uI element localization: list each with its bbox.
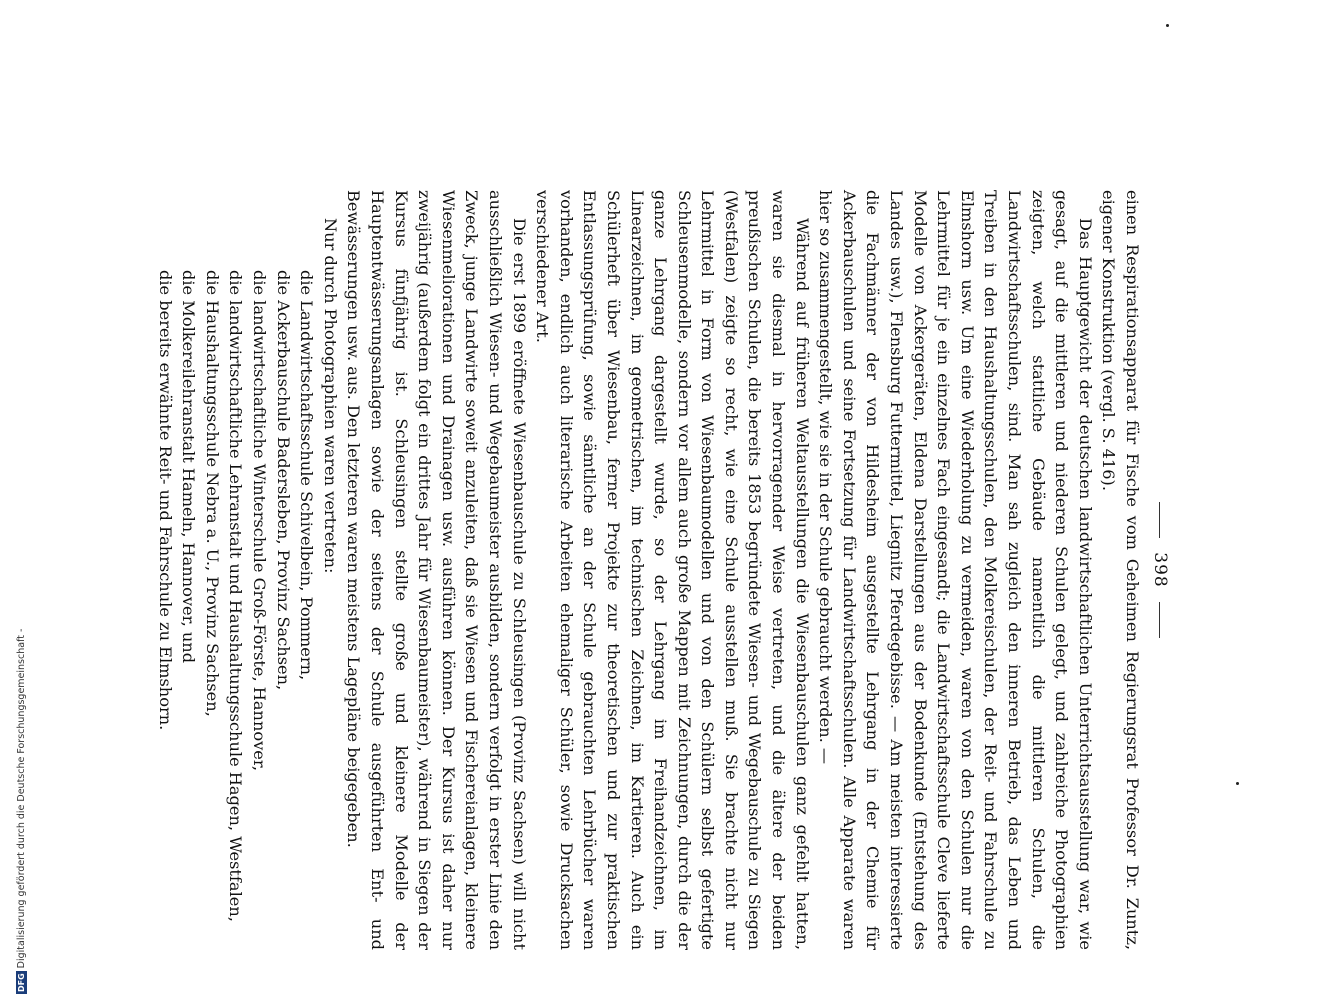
scan-speck <box>1236 782 1239 785</box>
footer-text: Digitalisierung gefördert durch die Deutsche Forschungsgemeinschaft - <box>16 628 27 969</box>
list-item: die bereits erwähnte Reit- und Fahrschule zu Elmshorn. <box>155 270 175 731</box>
list-item: die Ackerbauschule Badersleben, Provinz Sachsen, <box>273 270 293 691</box>
page-number: 398 <box>1150 190 1170 950</box>
digitization-footer <box>16 594 27 994</box>
paragraph-4: Die erst 1899 eröffnete Wiesenbauschule zu Schleusingen (Provinz Sachsen) will nicht ausschließlich Wiesen- und Wegebaumeister ausbilden, sondern verfolgt in erster Linie den Zweck, junge Landwirte soweit anzuleiten, daß sie Wiesen und Fischereianlagen, kleinere Wiesenmeliorationen und Drainagen usw. ausführen können. Der Kursus ist daher nur zweijährig (außerdem folgt ein drittes Jahr für Wiesenbaumeister), während in Siegen der Kursus fünfjährig ist. Schleusingen stellte große und kleinere Modelle der Hauptentwässerungsanlagen sowie der seitens der Schule ausgeführten Ent- und Bewässerungen usw. aus. Den letzteren waren meistens Lagepläne beigegeben. <box>344 190 529 950</box>
scan-speck <box>1166 24 1169 27</box>
list-item: die Landwirtschaftsschule Schivelbein, Pommern, <box>297 270 317 681</box>
dfg-logo: DFG <box>17 973 26 992</box>
list-item: die Haushaltungsschule Nebra a. U., Provinz Sachsen, <box>202 270 222 717</box>
paragraph-2: Das Hauptgewicht der deutschen landwirtschaftlichen Unterrichtsausstellung war, wie gesagt, auf die mittleren und niederen Schulen gelegt, und zahlreiche Photographien zeigten, welch stattliche Gebäude namentlich die mittleren Schulen, die Landwirtschaftsschulen, sind. Man sah zugleich den inneren Betrieb, das Leben und Treiben in den Haushaltungsschulen, den Molkereischulen, der Reit- und Fahrschule zu Elmshorn usw. Um eine Wiederholung zu vermeiden, waren von den Schulen nur die Lehrmittel für je ein einzelnes Fach eingesandt; die Landwirtschaftsschule Cleve lieferte Modelle von Ackergeräten, Eldena Darstellungen aus der Bodenkunde (Entstehung des Landes usw.), Flensburg Futtermittel, Liegnitz Pferdegebisse. — Am meisten interessierte die Fachmänner der von Hildesheim ausgestellte Lehrgang in der Chemie für Ackerbauschulen und seine Fortsetzung für Landwirtschaftsschulen. Alle Apparate waren hier so zusammengestellt, wie sie in der Schule gebraucht werden. — <box>816 190 1095 950</box>
school-list <box>153 190 318 950</box>
list-item: die Molkereilehranstalt Hameln, Hannover, und <box>179 270 199 664</box>
list-intro: Nur durch Photographien waren vertreten: <box>320 218 340 574</box>
paragraph-3: Während auf früheren Weltausstellungen die Wiesenbauschulen ganz gefehlt hatten, waren sie diesmal in hervorragender Weise vertreten, und die ältere der beiden preußischen Schulen, die bereits 1853 begründete Wiesen- und Wegebauschule zu Siegen (Westfalen) zeigte so recht, wie eine Schule ausstellen muß. Sie brachte nicht nur Lehrmittel in Form von Wiesenbaumodellen und von den Schülern selbst gefertigte Schleusenmodelle, sondern vor allem auch große Mappen mit Zeichnungen, durch die der ganze Lehrgang dargestellt wurde, so der Lehrgang im Freihandzeichnen, im Linearzeichnen, im geometrischen, im technischen Zeichnen, im Kartieren. Auch ein Schülerheft über Wiesenbau, ferner Projekte zur theoretischen und zur praktischen Entlassungsprüfung, sowie sämtliche an der Schule gebrauchten Lehrbücher waren vorhanden, endlich auch literarische Arbeiten ehemaliger Schüler, sowie Drucksachen verschiedener Art. <box>533 190 812 950</box>
rotated-text-block <box>130 190 1170 950</box>
list-item: die landwirtschaftliche Winterschule Groß-Förste, Hannover, <box>250 270 270 771</box>
paragraph-1: einen Respirationsapparat für Fische vom Geheimen Regierungsrat Professor Dr. Zuntz, eigener Konstruktion (vergl. S. 416). <box>1099 190 1142 950</box>
list-item: die landwirtschaftliche Lehranstalt und Haushaltungsschule Hagen, Westfalen, <box>226 270 246 922</box>
